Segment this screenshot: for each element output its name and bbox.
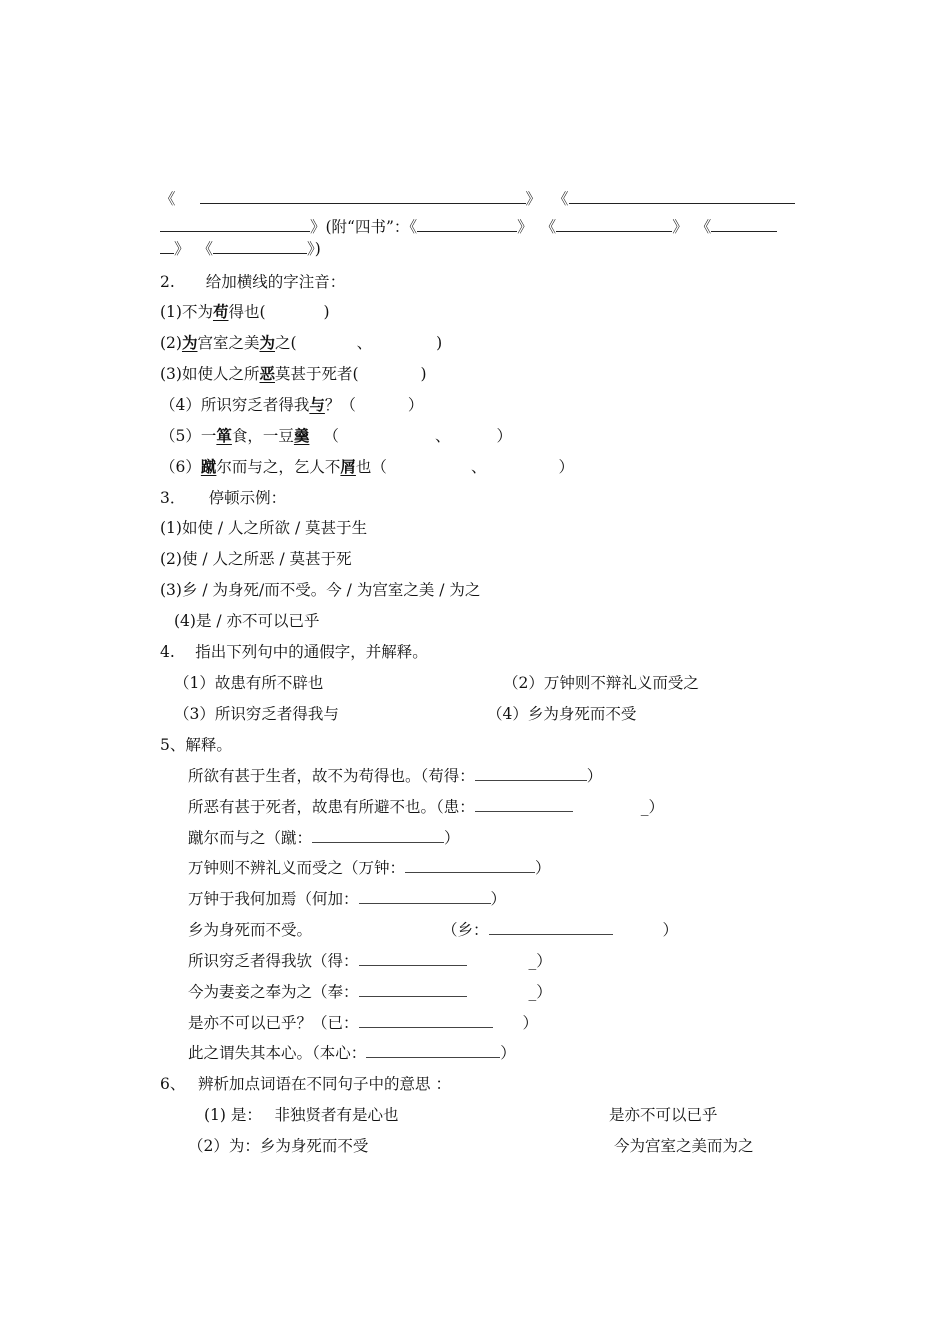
q6-title: 6、 辨析加点词语在不同句子中的意思 ： <box>160 1075 451 1093</box>
answer-blank[interactable] <box>359 1013 493 1028</box>
q5-item-9: 是亦不可以已乎？（已： ） <box>188 1014 539 1032</box>
q5-item-5: 万钟于我何加焉（何加： ） <box>188 890 507 908</box>
blank[interactable] <box>200 189 526 204</box>
q2-item-1: (1)不为苟得也( ) <box>160 302 330 321</box>
blank[interactable] <box>160 217 310 232</box>
q6-item-right: 今为宫室之美而为之 <box>614 1137 754 1155</box>
q4-title: 4. 指出下列句中的通假字，并解释。 <box>160 643 428 661</box>
books-line-2: 》(附“四书”：《 》 《 》 《 <box>160 217 777 237</box>
q3-title: 3． 停顿示例： <box>160 489 287 507</box>
q5-item-4: 万钟则不辨礼义而受之（万钟： ） <box>188 859 551 877</box>
q5-item-1: 所欲有甚于生者，故不为苟得也。（苟得： ） <box>188 767 603 785</box>
q5-item-3: 蹴尔而与之（蹴： ） <box>188 829 460 847</box>
q4-item: （4）乡为身死而不受 <box>487 705 637 723</box>
q3-item: (3)乡 / 为身死/而不受。今 / 为宫室之美 / 为之 <box>160 581 481 599</box>
answer-blank[interactable] <box>359 889 491 904</box>
answer-blank[interactable] <box>366 1043 500 1058</box>
books-line-3: 》 《 》) <box>160 239 321 259</box>
answer-blank[interactable] <box>359 982 467 997</box>
blank[interactable] <box>556 217 672 232</box>
blank[interactable] <box>711 217 777 232</box>
answer-blank[interactable] <box>359 951 467 966</box>
answer-blank[interactable] <box>475 797 573 812</box>
blank[interactable] <box>160 239 174 254</box>
answer-blank[interactable] <box>312 828 444 843</box>
q2-title: 2. 给加横线的字注音： <box>160 273 346 291</box>
q6-item-label: (1) 是： 非独贤者有是心也 <box>204 1106 399 1124</box>
blank[interactable] <box>417 217 517 232</box>
q5-item-8: 今为妻妾之奉为之（奉： _） <box>188 983 552 1001</box>
q5-item-2: 所恶有甚于死者，故患有所避不也。（患： _） <box>188 798 665 816</box>
q4-item: （3）所识穷乏者得我与 <box>174 705 339 723</box>
answer-blank[interactable] <box>489 920 613 935</box>
answer-blank[interactable] <box>475 766 587 781</box>
q3-item: (1)如使 / 人之所欲 / 莫甚于生 <box>160 519 368 537</box>
books-line-1: 《 》 《 <box>160 189 795 209</box>
q2-item-4: （4）所识穷乏者得我与？（ ） <box>160 395 424 414</box>
q6-item-label: （2）为：乡为身死而不受 <box>188 1137 369 1155</box>
q2-item-3: (3)如使人之所恶莫甚于死者( ) <box>160 364 427 383</box>
blank[interactable] <box>213 239 307 254</box>
q5-title: 5、解释。 <box>160 736 232 754</box>
q2-item-2: (2)为宫室之美为之( 、 ) <box>160 333 443 352</box>
q3-item: (2)使 / 人之所恶 / 莫甚于死 <box>160 550 352 568</box>
q5-item-7: 所识穷乏者得我欤（得： _） <box>188 952 552 970</box>
q5-item-6: 乡为身死而不受。 （乡： ） <box>188 921 679 939</box>
q2-item-6: （6）蹴尔而与之，乞人不屑也（ 、 ） <box>160 457 574 476</box>
q6-item-right: 是亦不可以已乎 <box>609 1106 718 1124</box>
q4-item: （1）故患有所不辟也 <box>174 674 324 692</box>
answer-blank[interactable] <box>405 858 535 873</box>
q5-item-10: 此之谓失其本心。（本心： ） <box>188 1044 516 1062</box>
q2-item-5: （5）一箪食，一豆羹 （ 、 ） <box>160 426 512 445</box>
q3-item: (4)是 / 亦不可以已乎 <box>174 612 320 630</box>
blank[interactable] <box>569 189 795 204</box>
q4-item: （2）万钟则不辩礼义而受之 <box>503 674 699 692</box>
